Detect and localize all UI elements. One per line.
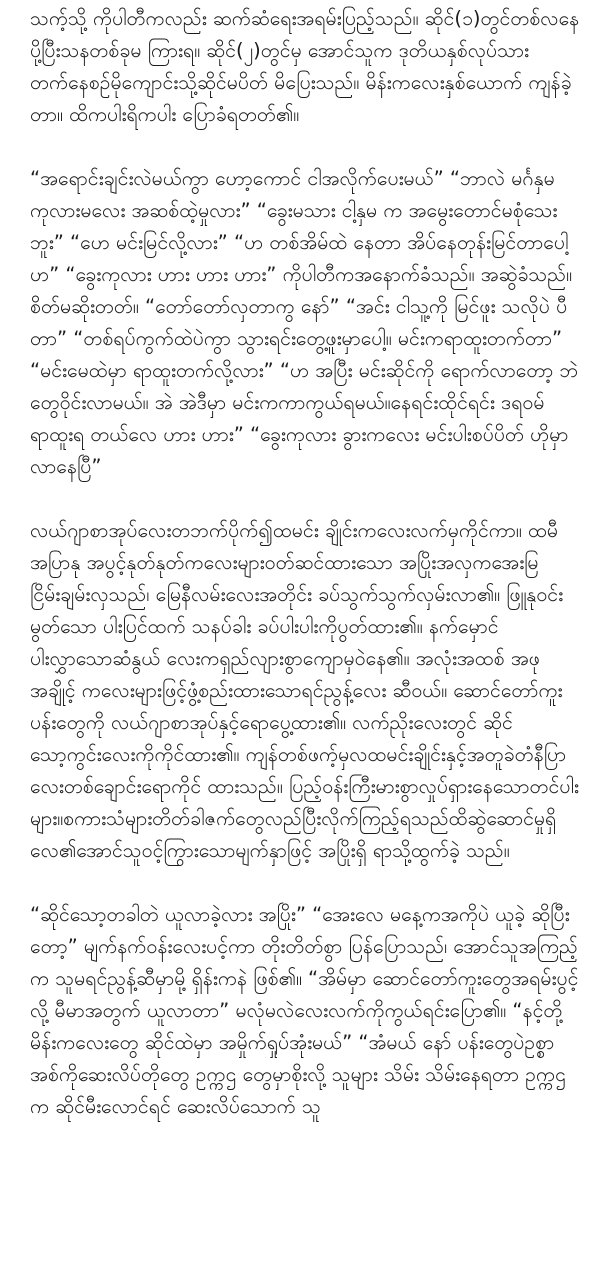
paragraph-1: သက့်သို့ ကိုပါတီကလည်း ဆက်ဆံရေးအရမ်းပြည့်သည်။ ဆိုင်(၁)တွင်တစ်လနေပို့ပြီးသနတစ်ခုမ ကြားရ။ ဆိုင်(၂)တွင်မှ အောင်သူက ဒုတိယနှစ်လုပ်သားတက်နေစဉ်မိုကျောင်းသို့ဆိုင်မပိတ် မိပြေးသည်။ မိန်းကလေးနှစ်ယောက် ကျန်ခဲ့တာ။ ထိကပါးရိကပါး ပြောခံရတတ်၏။ (30, 7, 580, 126)
paragraph-4: “ဆိုင်သော့တခါတဲ ယူလာခဲ့လား အပြိုး” “အေးလေ မနေ့ကအကိုပဲ ယူခဲ့ ဆိုပြီးတော့” မျက်နက်ဝန်းလေးပင့်ကာ တိုးတိတ်စွာ ပြန်ပြောသည်၊ အောင်သူအကြည့်က သူမရင်ညွန့်ဆီမှာမို့ ရှိန်းကနဲ ဖြစ်၏။ “အိမ်မှာ ဆောင်တော်ကူးတွေအရမ်းပွင့်လို့ မီမာအတွက် ယူလာတာ” မလုံမလဲလေးလက်ကိုကွယ်ရင်းပြော၏။ “နင့်တို့ မိန်းကလေးတွေ ဆိုင်ထဲမှာ အမှိုက်ရှုပ်အုံးမယ်” “အံမယ် နော် ပန်းတွေပဲဥစ္စာ အစ်ကိုဆေးလိပ်တိုတွေ ဥက္ကဌ တွေမှာစိုးလို့ သူများ သိမ်း သိမ်းနေရတာ ဥက္ကဌက ဆိုင်မီးလောင်ရင် ဆေးလိပ်သောက် သူ (30, 903, 579, 1118)
paragraph-3: လယ်ဂျာစာအုပ်လေးတဘက်ပိုက်၍ထမင်း ချိုင်းကလေးလက်မှကိုင်ကာ။ ထမီအပြာနု အပွင့်နုတ်နုတ်ကလေးများဝတ်ဆင်ထားသော အပြိုးအလှကအေးမြငြိမ်းချမ်းလှသည်၊ မြေနီလမ်းလေးအတိုင်း ခပ်သွက်သွက်လှမ်းလာ၏။ ဖြူနုဝင်းမွတ်သော ပါးပြင်ထက် သနပ်ခါး ခပ်ပါးပါးကိုပွတ်ထား၏။ နက်မှောင် ပါးလွှာသောဆံနွယ် လေးကရှည်လျားစွာကျောမှဝဲနေ၏။ အလုံးအထစ် အဖုအချိုင့် ကလေးများဖြင့်ဖွံ့စည်းထားသောရင်ညွန့်လေး ဆီဝယ်။ ဆောင်တော်ကူးပန်းတွေကို လယ်ဂျာစာအုပ်နှင့်ရောပွေ့ထား၏။ လက်ညိုးလေးတွင် ဆိုင်သော့ကွင်းလေးကိုကိုင်ထား၏။ ကျန်တစ်ဖက့်မှလထမင်းချိုင်းနှင့်အတူခဲတံနီပြာလေးတစ်ချောင်းရောကိုင် ထားသည်။ ပြည့်ဝန်းကြီးမားစွာလှုပ်ရှားနေသောတင်ပါး များ။စကားသံများတိတ်ခါဇက်တွေလည်ပြီးလိုက်ကြည့်ရသည်ထိဆွဲဆောင်မှုရှိ လေ၏အောင်သူဝင့်ကြွားသောမျက်နှာဖြင့် အပြိုးရှိ ရာသို့ထွက်ခဲ့ သည်။ (30, 519, 586, 862)
paragraph-2: “အရောင်းချင်းလဲမယ်ကွာ ဟော့ကောင် ငါအလိုက်ပေးမယ်” “ဘာလဲ မင်္ဂနှမ ကုလားမလေး အဆစ်ထဲ့မှုလား” “ခွေးမသား ငါ့နှမ က အမွေးတောင်မစုံသေးဘူး” “ဟေ မင်းမြင်လို့လား” “ဟ တစ်အိမ်ထဲ နေတာ အိပ်နေတုန်းမြင်တာပေါ့ ဟ” “ခွေးကုလား ဟား ဟား ဟား” ကိုပါတီကအနောက်ခံသည်။ အဆွဲခံသည်။ စိတ်မဆိုးတတ်။ “တော်တော်လှတာကွ နော်” “အင်း ငါသူ့ကို မြင်ဖူး သလိုပဲ ပီတာ” “တစ်ရပ်ကွက်ထဲပဲကွာ သွားရင်းတွေ့ဖူးမှာပေါ့။ မင်းကရာထူးတက်တာ” “မင်းမေထဲမှာ ရာထူးတက်လို့လား” “ဟ အပြီး မင်းဆိုင်ကို ရောက်လာတော့ ဘဲတွေဝိုင်းလာမယ်။ အဲ အဲဒီမှာ မင်းကကာကွယ်ရမယ်။နေရင်းထိုင်ရင်း ဒရဝမ်ရာထူးရ တယ်လေ ဟား ဟား” “ခွေးကုလား ခွားကလေး မင်းပါးစပ်ပိတ် ဟိုမှာလာနေပြီ” (30, 167, 579, 478)
